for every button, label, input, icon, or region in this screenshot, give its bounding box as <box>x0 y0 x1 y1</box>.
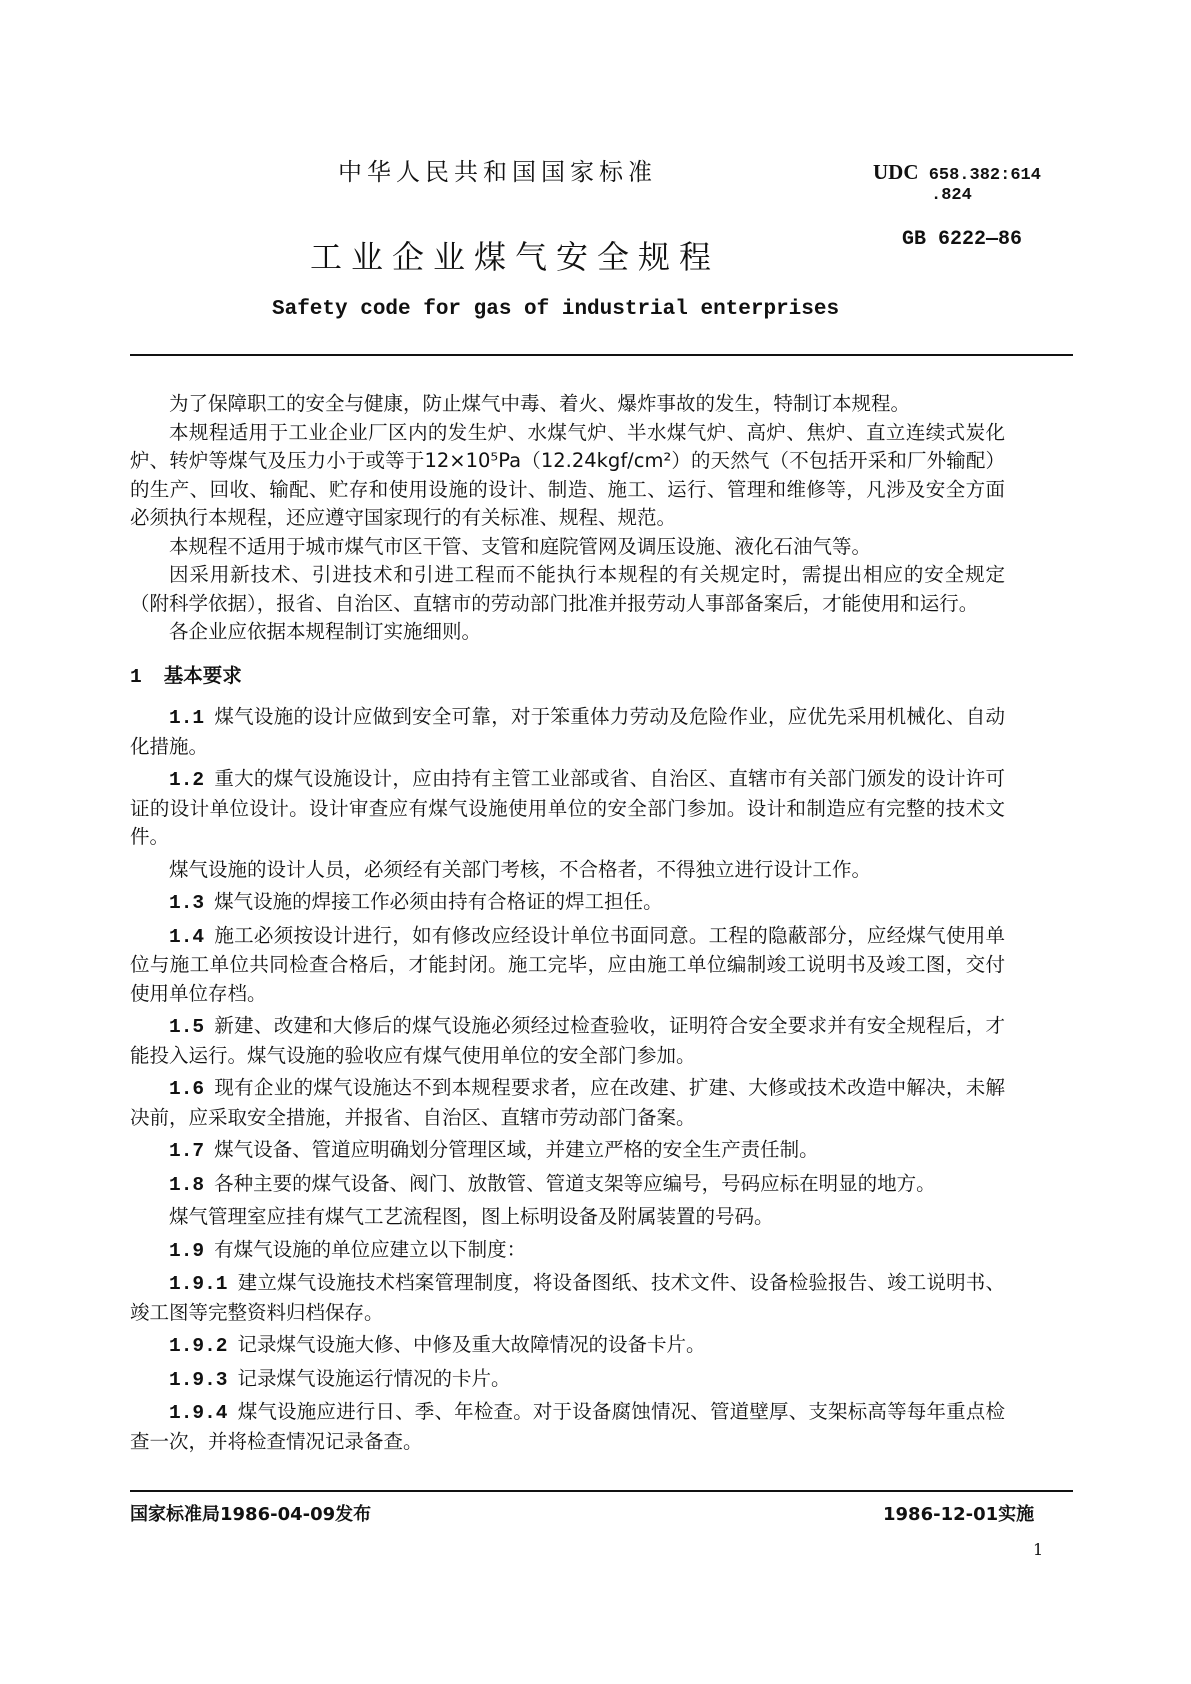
effective-date: 1986-12-01实施 <box>883 1504 1035 1525</box>
clause-number: 1.9.2 <box>169 1335 228 1357</box>
clause-number: 1.7 <box>169 1140 205 1162</box>
clause-text: 煤气管理室应挂有煤气工艺流程图，图上标明设备及附属装置的号码。 <box>169 1205 774 1228</box>
section-title: 基本要求 <box>163 663 242 687</box>
standard-organization: 中华人民共和国国家标准 <box>338 158 657 186</box>
footer-divider <box>130 1490 1073 1492</box>
intro-paragraph: 各企业应依据本规程制订实施细则。 <box>169 620 482 643</box>
section-number: 1 <box>130 665 142 688</box>
udc-code <box>873 162 1041 206</box>
document-body <box>130 390 1005 1456</box>
intro-paragraph: 因采用新技术、引进技术和引进工程而不能执行本规程的有关规定时，需提出相应的安全规定（附科学依据），报省、自治区、直辖市的劳动部门批准并报劳动人事部备案后，才能使用和运行。 <box>130 563 1005 615</box>
clause-text: 煤气设施的设计人员，必须经有关部门考核，不合格者，不得独立进行设计工作。 <box>169 857 872 881</box>
clause-paragraph <box>130 1331 1005 1361</box>
clause-paragraph <box>130 1074 1005 1132</box>
clause-text: 煤气设备、管道应明确划分管理区域，并建立严格的安全生产责任制。 <box>214 1138 819 1161</box>
intro-paragraph: 为了保障职工的安全与健康，防止煤气中毒、着火、爆炸事故的发生，特制订本规程。 <box>169 392 911 415</box>
clause-text: 现有企业的煤气设施达不到本规程要求者，应在改建、扩建、大修或技术改造中解决，未解决前，应采取安全措施，并报省、自治区、直辖市劳动部门备案。 <box>130 1076 1005 1129</box>
clause-number: 1.8 <box>169 1173 205 1196</box>
clause-paragraph <box>130 1136 1005 1166</box>
clause-paragraph <box>130 1170 1005 1200</box>
issue-date: 国家标准局1986-04-09发布 <box>130 1504 372 1525</box>
standard-number: GB 6222—86 <box>902 228 1023 251</box>
clause-paragraph <box>130 1236 1005 1266</box>
clause-paragraph <box>130 1269 1005 1327</box>
clause-number: 1.2 <box>169 769 205 791</box>
clause-paragraph <box>130 888 1005 918</box>
clause-paragraph <box>130 922 1005 1009</box>
clause-text: 有煤气设施的单位应建立以下制度： <box>214 1237 527 1261</box>
clause-text: 建立煤气设施技术档案管理制度，将设备图纸、技术文件、设备检验报告、竣工说明书、竣工图等完整资料归档保存。 <box>130 1271 1005 1324</box>
udc-line2: .824 <box>931 186 972 205</box>
clause-number: 1.4 <box>169 925 205 948</box>
clause-paragraph <box>130 765 1005 852</box>
clause-number: 1.1 <box>169 707 205 729</box>
intro-paragraph: 本规程不适用于城市煤气市区干管、支管和庭院管网及调压设施、液化石油气等。 <box>169 534 872 558</box>
section-heading <box>130 662 1005 692</box>
clause-text: 记录煤气设施运行情况的卡片。 <box>237 1366 511 1390</box>
clause-text: 各种主要的煤气设备、阀门、放散管、管道支架等应编号，号码应标在明显的地方。 <box>214 1171 936 1195</box>
page-number: 1 <box>1033 1540 1044 1559</box>
udc-label: UDC <box>873 160 919 184</box>
clause-paragraph <box>130 1203 1005 1232</box>
clause-number: 1.9.4 <box>169 1402 228 1424</box>
udc-line1: 658.382:614 <box>928 166 1041 185</box>
clause-text: 煤气设施的设计应做到安全可靠，对于笨重体力劳动及危险作业，应优先采用机械化、自动化措施。 <box>130 705 1005 758</box>
clause-paragraph <box>130 1012 1005 1070</box>
document-subtitle: Safety code for gas of industrial enterprises <box>272 298 840 321</box>
clause-paragraph <box>130 703 1005 761</box>
clause-text: 施工必须按设计进行，如有修改应经设计单位书面同意。工程的隐蔽部分，应经煤气使用单位与施工单位共同检查合格后，才能封闭。施工完毕，应由施工单位编制竣工说明书及竣工图，交付使用单位存档。 <box>130 923 1005 1005</box>
clause-number: 1.5 <box>169 1016 205 1038</box>
clause-number: 1.6 <box>169 1078 205 1100</box>
clause-paragraph <box>130 1398 1005 1456</box>
clause-number: 1.9.3 <box>169 1368 228 1391</box>
clause-paragraph <box>130 856 1005 885</box>
clause-number: 1.9.1 <box>169 1273 228 1295</box>
clause-text: 重大的煤气设施设计，应由持有主管工业部或省、自治区、直辖市有关部门颁发的设计许可证的设计单位设计。设计审查应有煤气设施使用单位的安全部门参加。设计和制造应有完整的技术文件。 <box>130 767 1005 848</box>
clause-text: 煤气设施的焊接工作必须由持有合格证的焊工担任。 <box>214 890 663 913</box>
clause-text: 煤气设施应进行日、季、年检查。对于设备腐蚀情况、管道壁厚、支架标高等每年重点检查一次，并将检查情况记录备查。 <box>130 1400 1005 1453</box>
clause-text: 新建、改建和大修后的煤气设施必须经过检查验收，证明符合安全要求并有安全规程后，才能投入运行。煤气设施的验收应有煤气使用单位的安全部门参加。 <box>130 1014 1005 1067</box>
document-title: 工业企业煤气安全规程 <box>310 238 721 276</box>
intro-paragraph: 本规程适用于工业企业厂区内的发生炉、水煤气炉、半水煤气炉、高炉、焦炉、直立连续式炭化炉、转炉等煤气及压力小于或等于12×10⁵Pa（12.24kgf/cm²）的天然气（不包括开采和厂外输配）的生产、回收、输配、贮存和使用设施的设计、制造、施工、运行、管理和维修等，凡涉及安全方面必须执行本规程，还应遵守国家现行的有关标准、规程、规范。 <box>130 420 1005 529</box>
header-divider <box>130 354 1073 356</box>
clause-paragraph <box>130 1365 1005 1395</box>
clause-text: 记录煤气设施大修、中修及重大故障情况的设备卡片。 <box>237 1333 706 1356</box>
clause-number: 1.3 <box>169 892 205 914</box>
clause-number: 1.9 <box>169 1239 205 1262</box>
